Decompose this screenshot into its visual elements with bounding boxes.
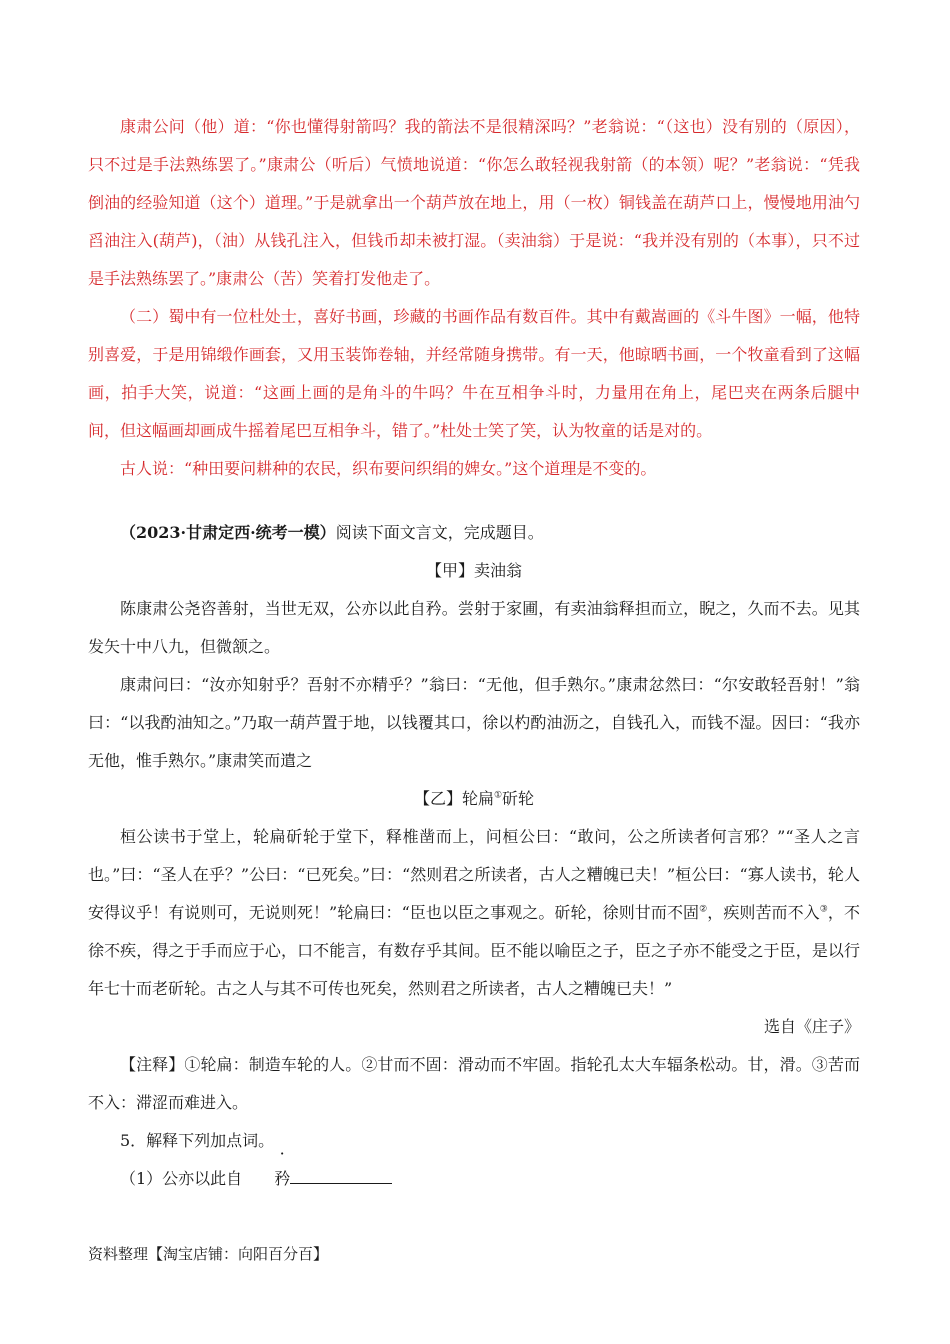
footnote-marker-3: ③ [819, 904, 828, 915]
notes-label: 【注释】 [120, 1055, 185, 1074]
text-b-segment-3: ，不徐不疾，得之于手而应于心，口不能言，有数存乎其间。臣不能以喻臣之子，臣之子亦不能受之于臣，是以行年七十而老斫轮。古之人与其不可传也死矣，然则君之所读者，古人之糟魄已夫！” [88, 903, 860, 998]
answer-blank[interactable] [290, 1165, 392, 1184]
text-b-title [88, 780, 860, 818]
text-b-title-suffix: 斫轮 [502, 789, 535, 808]
text-a-title: 【甲】卖油翁 [425, 561, 522, 580]
footnote-marker-1: ① [493, 790, 503, 801]
translation-paragraph-1: 康肃公问（他）道：“你也懂得射箭吗？我的箭法不是很精深吗？”老翁说：“（这也）没有别的（原因），只不过是手法熟练罢了。”康肃公（听后）气愤地说道：“你怎么敢轻视我射箭（的本领）呢？”老翁说：“凭我倒油的经验知道（这个）道理。”于是就拿出一个葫芦放在地上，用（一枚）铜钱盖在葫芦口上，慢慢地用油勺舀油注入(葫芦)，（油）从钱孔注入，但钱币却未被打湿。（卖油翁）于是说：“我并没有别的（本事），只不过是手法熟练罢了。”康肃公（苦）笑着打发他走了。 [88, 117, 860, 288]
source-tag: （2023·甘肃定西·统考一模） [120, 523, 336, 542]
footnote-marker-2: ② [699, 904, 708, 915]
text-b-title-prefix: 【乙】轮扁 [413, 789, 494, 808]
translation-section [88, 108, 860, 488]
notes [88, 1046, 860, 1122]
text-a-paragraph-1: 陈康肃公尧咨善射，当世无双，公亦以此自矜。尝射于家圃，有卖油翁释担而立，睨之，久而不去。见其发矢十中八九，但微颔之。 [88, 599, 860, 656]
text-b-segment-2: ，疾则苦而不入 [707, 903, 820, 922]
text-a-paragraph-2: 康肃问曰：“汝亦知射乎？吾射不亦精乎？”翁曰：“无他，但手熟尔。”康肃忿然曰：“尔安敢轻吾射！”翁曰：“以我酌油知之。”乃取一葫芦置于地，以钱覆其口，徐以杓酌油沥之，自钱孔入，而钱不湿。因曰：“我亦无他，惟手熟尔。”康肃笑而遣之 [88, 675, 860, 770]
item-1-text: （1）公亦以此自 [120, 1169, 243, 1188]
notes-text: ①轮扁：制造车轮的人。②甘而不固：滑动而不牢固。指轮孔太大车辐条松动。甘，滑。③苦而不入：滞涩而难进入。 [88, 1055, 860, 1112]
question-5-item-1 [88, 1160, 860, 1198]
translation-paragraph-2: （二）蜀中有一位杜处士，喜好书画，珍藏的书画作品有数百件。其中有戴嵩画的《斗牛图》一幅，他特别喜爱，于是用锦缎作画套，又用玉装饰卷轴，并经常随身携带。有一天，他晾晒书画，一个牧童看到了这幅画，拍手大笑，说道：“这画上画的是角斗的牛吗？牛在互相争斗时，力量用在角上，尾巴夹在两条后腿中间，但这幅画却画成牛摇着尾巴互相争斗，错了。”杜处士笑了笑，认为牧童的话是对的。 [88, 307, 860, 440]
text-b-segment-1: 桓公读书于堂上，轮扁斫轮于堂下，释椎凿而上，问桓公曰：“敢问，公之所读者何言邪？”“圣人之言也。”曰：“圣人在乎？”公曰：“已死矣。”曰：“然则君之所读者，古人之糟魄已夫！”桓公曰：“寡人读书，轮人安得议乎！有说则可，无说则死！”轮扁曰：“臣也以臣之事观之。斫轮，徐则甘而不固 [88, 827, 860, 922]
question-header [88, 514, 860, 552]
translation-paragraph-3: 古人说：“种田要问耕种的农民，织布要问织绢的婢女。”这个道理是不变的。 [120, 459, 657, 478]
text-b-paragraph [88, 818, 860, 1008]
instruction: 阅读下面文言文，完成题目。 [335, 523, 544, 542]
question-section [88, 514, 860, 1198]
footer: 资料整理【淘宝店铺：向阳百分百】 [88, 1245, 329, 1263]
dotted-word: 矜 [274, 1169, 291, 1188]
text-b-source: 选自《庄子》 [763, 1017, 860, 1036]
question-5-stem: 5．解释下列加点词。 [120, 1131, 275, 1150]
